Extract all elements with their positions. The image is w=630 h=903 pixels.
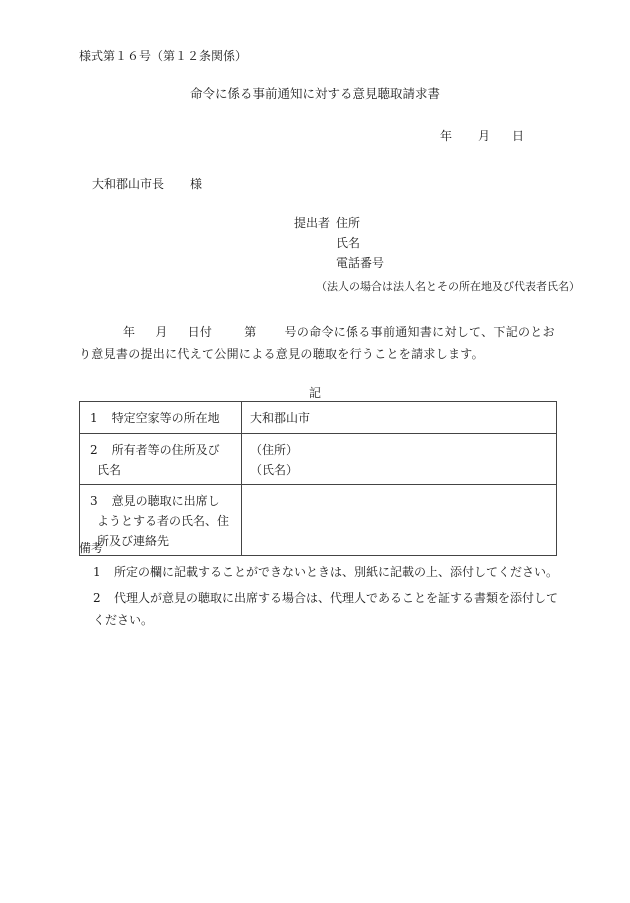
body-dai: 第 [244, 325, 257, 339]
ki-label: 記 [308, 386, 321, 400]
row-value-line: （住所） [250, 443, 299, 457]
form-number: 様式第１６号（第１２条関係） [79, 49, 248, 63]
body-text: 号の命令に係る事前通知書に対して、下記のとおり意見書の提出に代えて公開による意見の聴取を行うことを請求します。 [79, 325, 555, 361]
addressee-name: 大和郡山市長 [92, 177, 165, 191]
row-label-line: 氏名 [97, 463, 122, 477]
addressee [92, 177, 202, 191]
date-day: 日 [512, 129, 525, 143]
table-row [80, 402, 557, 434]
body-month: 月 [155, 325, 168, 339]
row-value-line: （氏名） [250, 463, 299, 477]
row-value [242, 434, 557, 485]
submitter-phone-label: 電話番号 [336, 256, 385, 270]
row-value-text: 大和郡山市 [250, 411, 311, 425]
submitter-name-label: 氏名 [336, 236, 361, 250]
remark-text: 所定の欄に記載することができないときは、別紙に記載の上、添付してください。 [114, 565, 559, 579]
row-label-line: ようとする者の氏名、住 [97, 514, 230, 528]
row-label-text: 特定空家等の所在地 [111, 411, 220, 425]
remark-item [93, 587, 563, 631]
row-label [80, 485, 242, 556]
row-number: 2 [90, 443, 98, 457]
record-table [79, 401, 557, 556]
remark-item [93, 565, 558, 579]
submitter-address-label: 住所 [336, 216, 361, 230]
row-label-line: 所及び連絡先 [97, 534, 170, 548]
row-label [80, 434, 242, 485]
row-label [80, 402, 242, 434]
table-row [80, 485, 557, 556]
body-day: 日付 [187, 325, 213, 339]
request-body [79, 321, 559, 365]
date-year: 年 [440, 129, 453, 143]
row-number: 1 [90, 411, 98, 425]
date-line [440, 129, 524, 143]
date-month: 月 [478, 129, 491, 143]
row-value [242, 402, 557, 434]
row-label-line: 所有者等の住所及び [111, 443, 220, 457]
submitter-label: 提出者 [294, 216, 331, 230]
row-number: 3 [90, 494, 98, 508]
remarks-title: 備考 [79, 541, 104, 555]
addressee-honorific: 様 [190, 177, 203, 191]
document-title: 命令に係る事前通知に対する意見聴取請求書 [189, 86, 440, 101]
remark-text: 代理人が意見の聴取に出席する場合は、代理人であることを証する書類を添付してください。 [93, 591, 559, 627]
remark-number: 1 [93, 565, 101, 579]
body-year: 年 [123, 325, 136, 339]
corporate-note: （法人の場合は法人名とその所在地及び代表者氏名） [316, 280, 580, 293]
table-row [80, 434, 557, 485]
row-value[interactable] [242, 485, 557, 556]
row-label-line: 意見の聴取に出席し [111, 494, 220, 508]
remark-number: 2 [93, 591, 101, 605]
